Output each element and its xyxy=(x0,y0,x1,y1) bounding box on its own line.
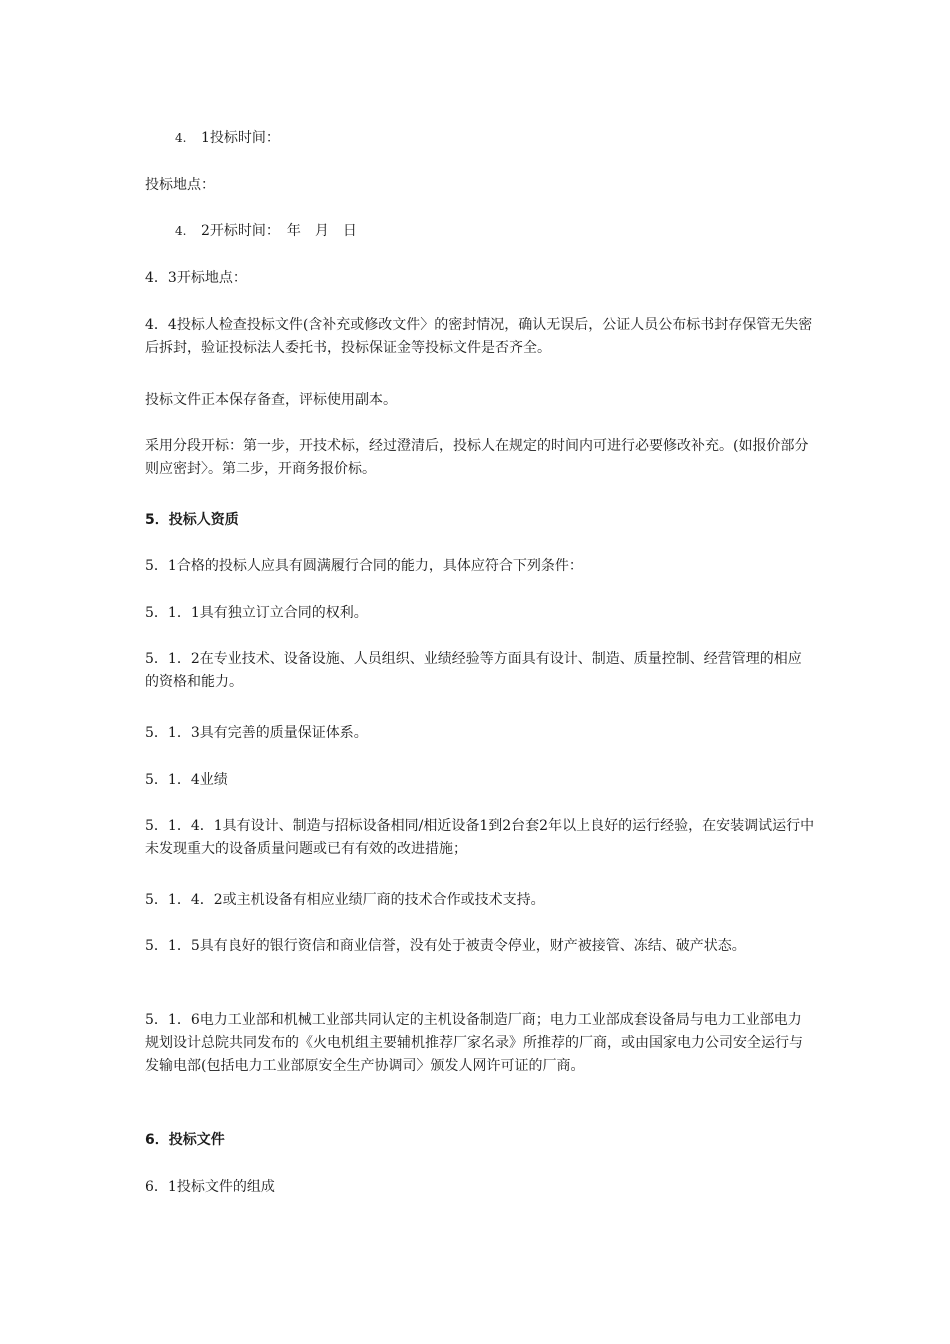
clause-text: 2开标时间： 年 月 日 xyxy=(201,223,357,239)
section-heading-6: 6．投标文件 xyxy=(145,1132,225,1148)
clause-4-1 xyxy=(175,127,845,150)
clause-4-3: 4．3开标地点： xyxy=(145,270,247,286)
paragraph-original-copy: 投标文件正本保存备查，评标使用副本。 xyxy=(145,392,397,408)
clause-5-1-3: 5．1．3具有完善的质量保证体系。 xyxy=(145,725,368,741)
clause-number: 4. xyxy=(175,224,187,238)
clause-5-1-4-2: 5．1．4．2或主机设备有相应业绩厂商的技术合作或技术支持。 xyxy=(145,892,545,908)
bid-location: 投标地点： xyxy=(145,177,215,193)
clause-5-1-4: 5．1．4业绩 xyxy=(145,772,228,788)
clause-text: 1投标时间： xyxy=(201,130,280,146)
section-heading-5: 5．投标人资质 xyxy=(145,512,239,528)
clause-5-1: 5．1合格的投标人应具有圆满履行合同的能力，具体应符合下列条件： xyxy=(145,558,583,574)
clause-5-1-5: 5．1．5具有良好的银行资信和商业信誉，没有处于被责令停业，财产被接管、冻结、破产状态。 xyxy=(145,938,746,954)
clause-4-4: 4．4投标人检查投标文件(含补充或修改文件〉的密封情况，确认无误后，公证人员公布标书封存保管无失密后拆封，验证投标法人委托书，投标保证金等投标文件是否齐全。 xyxy=(145,317,813,356)
clause-4-2 xyxy=(175,220,845,243)
paragraph-staged-opening: 采用分段开标：第一步，开技术标，经过澄清后，投标人在规定的时间内可进行必要修改补充。(如报价部分则应密封〉。第二步，开商务报价标。 xyxy=(145,438,809,477)
clause-6-1: 6．1投标文件的组成 xyxy=(145,1179,275,1195)
clause-5-1-1: 5．1．1具有独立订立合同的权利。 xyxy=(145,605,368,621)
clause-number: 4. xyxy=(175,131,187,145)
clause-5-1-4-1: 5．1．4．1具有设计、制造与招标设备相同/相近设备1到2台套2年以上良好的运行经验，在安装调试运行中未发现重大的设备质量问题或已有有效的改进措施； xyxy=(145,818,815,857)
clause-5-1-6: 5．1．6电力工业部和机械工业部共同认定的主机设备制造厂商；电力工业部成套设备局与电力工业部电力规划设计总院共同发布的《火电机组主要辅机推荐厂家名录》所推荐的厂商，或由国家电力公司安全运行与发输电部(包括电力工业部原安全生产协调司〉颁发人网许可证的厂商。 xyxy=(145,1012,803,1074)
clause-5-1-2: 5．1．2在专业技术、设备设施、人员组织、业绩经验等方面具有设计、制造、质量控制、经营管理的相应的资格和能力。 xyxy=(145,651,802,690)
